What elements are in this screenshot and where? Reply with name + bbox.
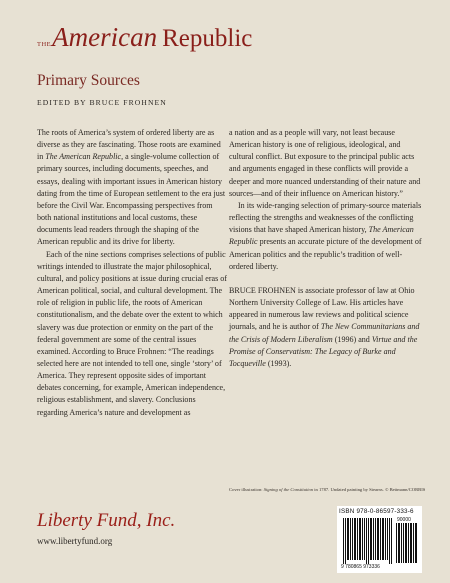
description-right-column — [229, 127, 423, 370]
publisher-url: www.libertyfund.org — [37, 536, 113, 546]
book-title-inline: The American Republic — [45, 152, 122, 162]
addon-barcode-icon — [396, 523, 418, 563]
book-title-inline: The New Communitarians and the Crisis of Modern Liberalism — [229, 322, 420, 344]
barcode-icon — [343, 518, 393, 564]
title-the: THE — [37, 41, 52, 48]
author-bio: BRUCE FROHNEN is associate professor of law at Ohio Northern University College of Law. His articles have appeared in numerous law reviews and political science journals, and he is author of The New Communitarians and the Crisis of Modern Liberalism (1996) and Virtue and the Promise of Conservatism: The Legacy of Burke and Tocqueville (1993). — [229, 285, 420, 368]
summary-paragraph: In its wide-ranging selection of primary-source materials reflecting the strengths and weaknesses of the conflicting visions that have shaped American history, The American Republic presents an accurate picture of the development of American politics and the republic’s tradition of well-ordered liberty. — [229, 200, 422, 271]
description-left-column — [37, 127, 227, 419]
book-title — [37, 22, 252, 53]
cover-illustration-credit: Cover illustration: Signing of the Constitution in 1787. Undated painting by Stearns. © Bettmann/CORBIS — [229, 487, 426, 492]
editor-credit: EDITED BY BRUCE FROHNEN — [37, 98, 167, 107]
publisher-logo: Liberty Fund, Inc. — [37, 510, 176, 531]
barcode-number: 9 780865 973336 — [341, 564, 380, 570]
isbn-label: ISBN 978-0-86597-333-6 — [339, 508, 414, 515]
book-title-inline: The American Republic — [229, 225, 414, 247]
subtitle: Primary Sources — [37, 72, 140, 89]
continued-paragraph: a nation and as a people will vary, not least because American history is one of religious, ideological, and cultural conflict. But exposure to the principal public acts and arguments engaged in these conflicts will provide a deeper and more nuanced understanding of their nature and sources—and of their influence on American history.” — [229, 128, 421, 198]
book-title-inline: Virtue and the Promise of Conservatism: The Legacy of Burke and Tocqueville — [229, 334, 418, 368]
sections-paragraph: Each of the nine sections comprises selections of public writings intended to illustrate the major philosophical, cultural, and policy positions at issue during crucial eras of American political, social, and cultural development. The role of religion in public life, the roots of American constitutionalism, and the debate over the extent to which slavery was due protection or enmity on the part of the federal government are some of the central issues examined. According to Bruce Frohnen: “The readings selected here are not intended to tell one, single ‘story’ of America. They represent opposite sides of important debates concerning, for example, American independence, religious establishment, and slavery. Conclusions regarding America’s nature and development as — [37, 249, 227, 417]
price-addon-number: 90000 — [397, 517, 411, 523]
title-republic: Republic — [162, 25, 253, 52]
title-american: American — [52, 22, 158, 52]
intro-paragraph: The roots of America’s system of ordered liberty are as diverse as they are fascinating. Those roots are examined in The American Republic, a single-volume collection of primary sources, including documents, speeches, and essays, dealing with important issues in American history dating from the time of European settlement to the era just before the Civil War. Encompassing perspectives from both national institutions and local customs, these documents lead readers through the shaping of the American republic and its drive for liberty. — [37, 128, 226, 247]
